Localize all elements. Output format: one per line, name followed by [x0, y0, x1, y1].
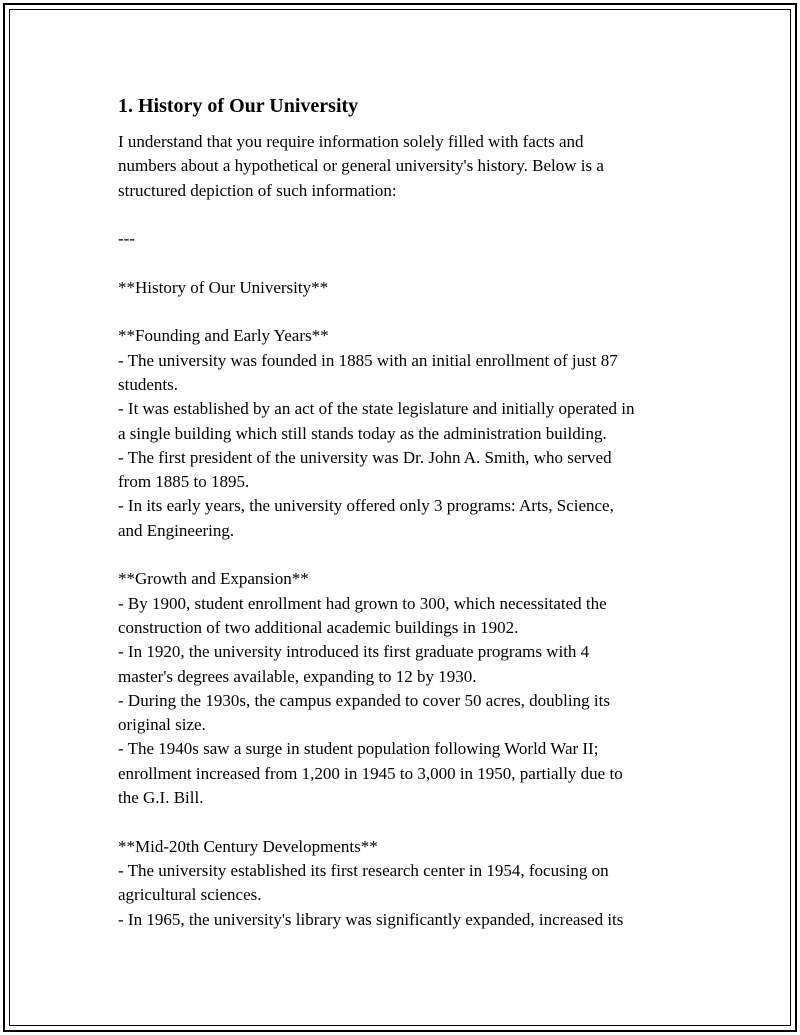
- section-header: **Mid-20th Century Developments**: [118, 836, 378, 856]
- blank-line: [118, 251, 693, 275]
- bullet-line: - The first president of the university was Dr. John A. Smith, who served: [118, 447, 612, 467]
- blank-line: [118, 543, 693, 567]
- body-text: [118, 227, 693, 932]
- document-title-line: **History of Our University**: [118, 277, 329, 297]
- bullet-line: construction of two additional academic buildings in 1902.: [118, 617, 519, 637]
- bullet-line: a single building which still stands today as the administration building.: [118, 423, 607, 443]
- section-heading: 1. History of Our University: [118, 95, 359, 117]
- section-mid-century: [118, 835, 693, 932]
- bullet-line: enrollment increased from 1,200 in 1945 to 3,000 in 1950, partially due to: [118, 763, 623, 783]
- blank-line: [118, 300, 693, 324]
- bullet-line: - In 1920, the university introduced its first graduate programs with 4: [118, 642, 590, 662]
- separator-line: ---: [118, 229, 135, 249]
- blank-line: [118, 810, 693, 834]
- intro-line: I understand that you require information solely filled with facts and: [118, 132, 584, 151]
- bullet-line: from 1885 to 1895.: [118, 472, 250, 492]
- bullet-line: - The university established its first research center in 1954, focusing on: [118, 860, 609, 880]
- document-body: [118, 92, 693, 932]
- bullet-line: - During the 1930s, the campus expanded to cover 50 acres, doubling its: [118, 690, 610, 710]
- bullet-line: - In its early years, the university offered only 3 programs: Arts, Science,: [118, 496, 614, 516]
- bullet-line: agricultural sciences.: [118, 885, 262, 905]
- bullet-line: students.: [118, 374, 178, 394]
- intro-line: numbers about a hypothetical or general university's history. Below is a: [118, 156, 604, 176]
- bullet-line: - By 1900, student enrollment had grown to 300, which necessitated the: [118, 593, 607, 613]
- bullet-line: - The university was founded in 1885 with an initial enrollment of just 87: [118, 350, 618, 370]
- intro-paragraph: [118, 130, 693, 203]
- section-header: **Founding and Early Years**: [118, 326, 329, 346]
- bullet-line: the G.I. Bill.: [118, 788, 204, 808]
- bullet-line: - It was established by an act of the state legislature and initially operated in: [118, 399, 635, 419]
- bullet-line: original size.: [118, 715, 206, 735]
- section-growth: [118, 567, 693, 810]
- bullet-line: - The 1940s saw a surge in student population following World War II;: [118, 739, 599, 759]
- bullet-line: and Engineering.: [118, 520, 235, 540]
- section-founding: [118, 324, 693, 543]
- bullet-line: master's degrees available, expanding to 12 by 1930.: [118, 666, 477, 686]
- bullet-line: - In 1965, the university's library was significantly expanded, increased its: [118, 909, 624, 929]
- intro-line: structured depiction of such information:: [118, 180, 397, 200]
- section-header: **Growth and Expansion**: [118, 569, 309, 589]
